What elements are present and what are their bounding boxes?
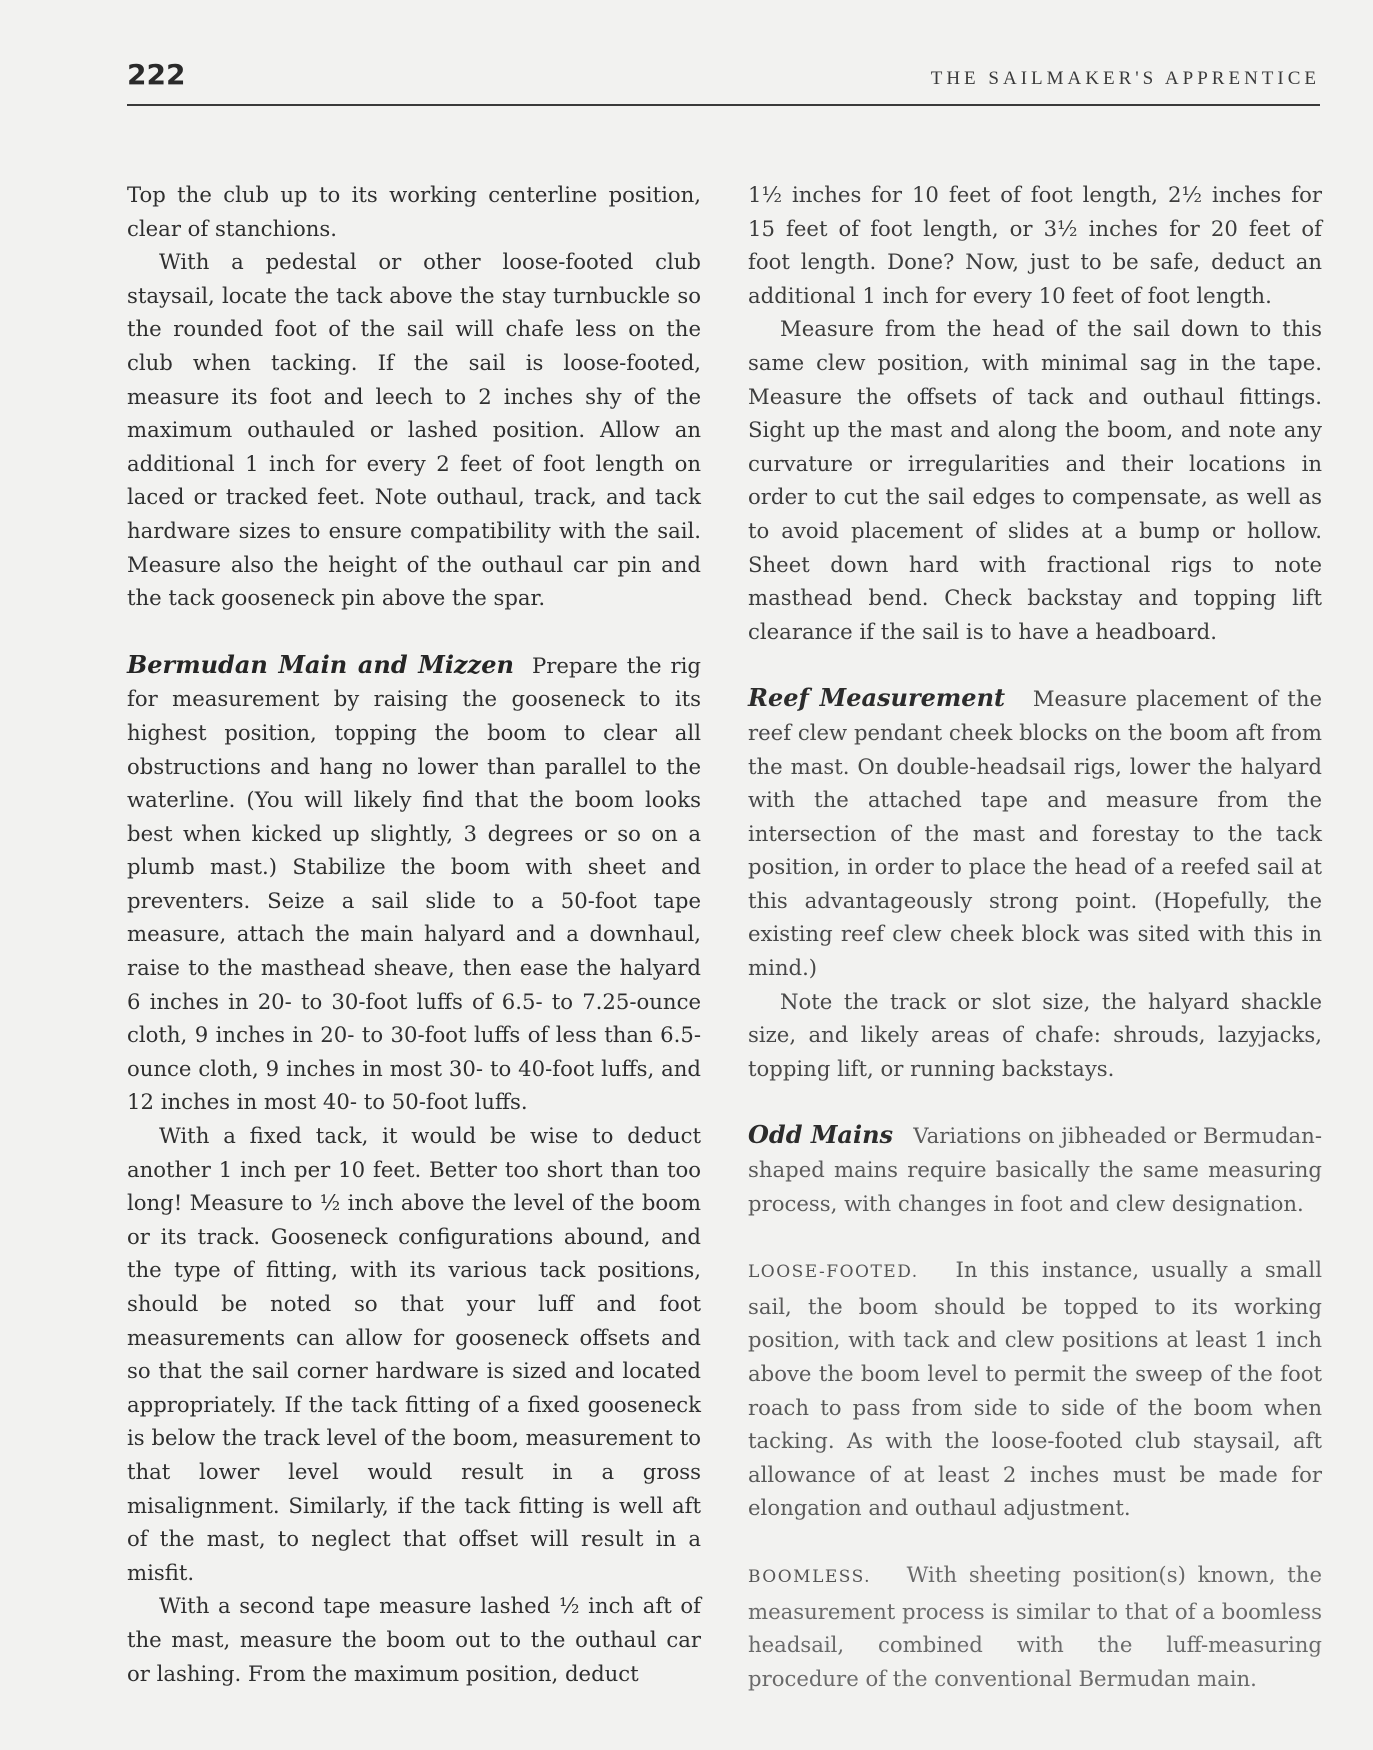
running-head: THE SAILMAKER'S APPRENTICE: [930, 68, 1320, 89]
paragraph: 1½ inches for 10 feet of foot length, 2½ inches for 15 feet of foot length, or 3½ inches for 20 feet of foot length. Done? Now, just to be safe, deduct an additional 1 inch for every 10 feet of foot length.: [748, 182, 1322, 308]
paragraph: With a second tape measure lashed ½ inch aft of the mast, measure the boom out to the outhaul car or lashing. From the maximum position, deduct: [127, 1593, 701, 1686]
section-heading: Bermudan Main and Mizzen: [127, 649, 514, 679]
paragraph: With a pedestal or other loose-footed club staysail, locate the tack above the stay turnbuckle so the rounded foot of the sail will chafe less on the club when tacking. If the sail is loose-footed, measure its foot and leech to 2 inches shy of the maximum outhauled or lashed position. Allow an additional 1 inch for every 2 feet of foot length on laced or tracked feet. Note outhaul, track, and tack hardware sizes to ensure compatibility with the sail. Measure also the height of the outhaul car pin and the tack gooseneck pin above the spar.: [127, 249, 701, 611]
subsection-label: LOOSE-FOOTED.: [748, 1262, 919, 1283]
section-body: Prepare the rig for measurement by raising the gooseneck to its highest position, topping the boom to clear all obstructions and hang no lower than parallel to the waterline. (You will likely find that the boom looks best when kicked up slightly, 3 degrees or so on a plumb mast.) Stabilize the boom with sheet and preventers. Seize a sail slide to a 50-foot tape measure, attach the main halyard and a downhaul, raise to the masthead sheave, then ease the halyard 6 inches in 20- to 30-foot luffs of 6.5- to 7.25-ounce cloth, 9 inches in 20- to 30-foot luffs of less than 6.5-ounce cloth, 9 inches in most 30- to 40-foot luffs, and 12 inches in most 40- to 50-foot luffs.: [127, 652, 701, 1115]
section-body: Measure placement of the reef clew pendant cheek blocks on the boom aft from the mast. On double-headsail rigs, lower the halyard with the attached tape and measure from the intersection of the mast and forestay to the tack position, in order to place the head of a reefed sail at this advantageously strong point. (Hopefully, the existing reef clew cheek block was sited with this in mind.): [748, 686, 1323, 981]
subsection-loose-footed: [748, 1253, 1322, 1525]
right-column: [748, 178, 1322, 1695]
page-number: 222: [127, 58, 186, 91]
page-header: [127, 58, 1320, 106]
section-reef-measurement: [748, 681, 1322, 984]
section-body: Variations on jibheaded or Bermudan-shaped mains require basically the same measuring process, with changes in foot and clew designation.: [748, 1123, 1322, 1216]
paragraph: Measure from the head of the sail down to this same clew position, with minimal sag in the tape. Measure the offsets of tack and outhaul fittings. Sight up the mast and along the boom, and note any curvature or irregularities and their locations in order to cut the sail edges to compensate, as well as to avoid placement of slides at a bump or hollow. Sheet down hard with fractional rigs to note masthead bend. Check backstay and topping lift clearance if the sail is to have a headboard.: [748, 316, 1322, 644]
paragraph: With a fixed tack, it would be wise to deduct another 1 inch per 10 feet. Better too short than too long! Measure to ½ inch above the level of the boom or its track. Gooseneck configurations abound, and the type of fitting, with its various tack positions, should be noted so that your luff and foot measurements can allow for gooseneck offsets and so that the sail corner hardware is sized and located appropriately. If the tack fitting of a fixed gooseneck is below the track level of the boom, measurement to that lower level would result in a gross misalignment. Similarly, if the tack fitting is well aft of the mast, to neglect that offset will result in a misfit.: [127, 1123, 701, 1585]
subsection-boomless: [748, 1558, 1322, 1695]
section-odd-mains: [748, 1118, 1322, 1220]
subsection-body: In this instance, usually a small sail, the boom should be topped to its working position, with tack and clew positions at least 1 inch above the boom level to permit the sweep of the foot roach to pass from side to side of the boom when tacking. As with the loose-footed club staysail, aft allowance of at least 2 inches must be made for elongation and outhaul adjustment.: [748, 1257, 1322, 1521]
subsection-body: With sheeting position(s) known, the measurement process is similar to that of a boomless headsail, combined with the luff-measuring procedure of the conventional Bermudan main.: [748, 1561, 1322, 1691]
paragraph: Note the track or slot size, the halyard shackle size, and likely areas of chafe: shrouds, lazyjacks, topping lift, or running backstays.: [748, 988, 1322, 1081]
left-column: [127, 178, 701, 1690]
section-heading: Reef Measurement: [748, 683, 1006, 713]
section-heading: Odd Mains: [748, 1120, 894, 1150]
paragraph: Top the club up to its working centerline position, clear of stanchions.: [127, 182, 701, 241]
subsection-label: BOOMLESS.: [748, 1566, 872, 1587]
section-bermudan-main: [127, 648, 701, 1119]
